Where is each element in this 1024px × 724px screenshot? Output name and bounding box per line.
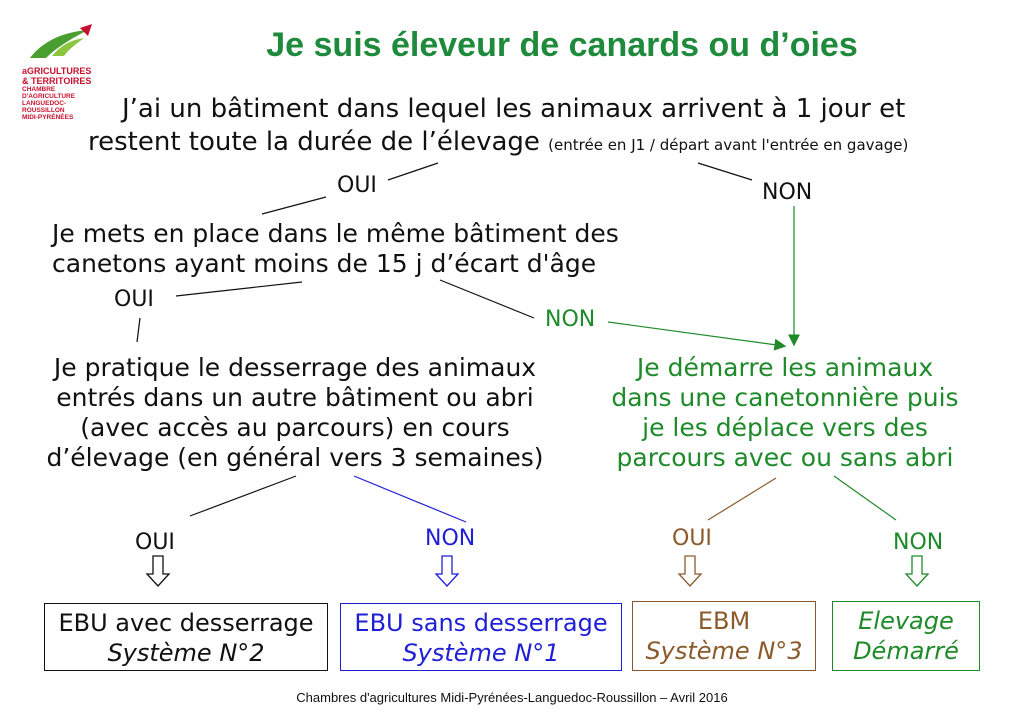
hollow-down-arrow-icon xyxy=(679,556,701,586)
q2-non-to-q4-arrow xyxy=(608,322,784,346)
q3-yes-label: OUI xyxy=(135,530,175,555)
logo-org-line2: LANGUEDOC-ROUSSILLON xyxy=(22,100,67,114)
hollow-down-arrow-icon xyxy=(147,556,169,586)
q3-line4: d’élevage (en général vers 3 semaines) xyxy=(46,443,544,472)
result-label: EBM xyxy=(697,607,751,635)
result-box-ebm xyxy=(632,601,816,671)
q2-no-label: NON xyxy=(545,307,596,332)
q4-line2: dans une canetonnière puis xyxy=(611,383,959,412)
result-system: Système N°1 xyxy=(402,639,560,667)
q1-to-oui-line xyxy=(388,163,438,180)
q1-line1: J’ai un bâtiment dans lequel les animaux arrivent à 1 jour et xyxy=(122,94,906,124)
q3-to-oui-line xyxy=(190,476,296,516)
q4-block xyxy=(600,353,970,473)
q4-to-oui-line xyxy=(708,478,776,520)
result-system: Système N°2 xyxy=(107,639,265,667)
q3-line3: (avec accès au parcours) en cours xyxy=(80,413,510,442)
result-system: Système N°3 xyxy=(645,637,803,665)
q2-to-oui-line xyxy=(176,282,302,296)
logo-org-line1: CHAMBRE D'AGRICULTURE xyxy=(22,86,76,100)
q2-line1: Je mets en place dans le même bâtiment des xyxy=(52,219,619,248)
q2-yes-label: OUI xyxy=(114,287,154,312)
result-box-ebu-avec-desserrage xyxy=(44,603,328,671)
result-system: Démarré xyxy=(853,637,959,665)
result-label: EBU avec desserrage xyxy=(58,609,314,637)
result-box-ebu-sans-desserrage xyxy=(340,603,622,671)
q1-line2: restent toute la durée de l’élevage xyxy=(88,127,540,157)
q4-line1: Je démarre les animaux xyxy=(636,353,934,382)
logo-org-line3: MIDI-PYRÉNÉES xyxy=(22,114,74,121)
q1-no-label: NON xyxy=(762,180,813,205)
q1-oui-to-q2-line xyxy=(262,197,326,214)
q4-to-non-line xyxy=(834,476,896,520)
q1-to-non-line xyxy=(698,163,752,180)
hollow-down-arrow-icon xyxy=(906,556,928,586)
q3-line1: Je pratique le desserrage des animaux xyxy=(53,353,537,382)
result-label: Elevage xyxy=(858,607,954,635)
q4-no-label: NON xyxy=(893,530,944,555)
page-title: Je suis éleveur de canards ou d’oies xyxy=(266,26,858,64)
q4-line3: je les déplace vers des xyxy=(642,413,928,442)
q3-line2: entrés dans un autre bâtiment ou abri xyxy=(56,383,534,412)
q2-line2: canetons ayant moins de 15 j d’écart d'âge xyxy=(52,249,597,278)
q3-no-label: NON xyxy=(425,526,476,551)
q2-oui-to-q3-line xyxy=(137,318,140,342)
result-box-elevage-demarre xyxy=(832,601,980,671)
logo-name-line2: & TERRITOIRES xyxy=(22,76,92,86)
result-label: EBU sans desserrage xyxy=(354,609,608,637)
footer-credit: Chambres d'agricultures Midi-Pyrénées-Languedoc-Roussillon – Avril 2016 xyxy=(296,690,728,705)
q1-note: (entrée en J1 / départ avant l'entrée en gavage) xyxy=(548,136,909,154)
q4-line4: parcours avec ou sans abri xyxy=(616,443,954,472)
hollow-down-arrow-icon xyxy=(436,556,458,586)
q3-block xyxy=(40,353,550,473)
q3-to-non-line xyxy=(354,476,466,522)
q1-yes-label: OUI xyxy=(337,173,377,198)
logo-name-line1: aGRICULTURES xyxy=(22,66,92,76)
q2-to-non-line xyxy=(440,280,534,318)
q4-yes-label: OUI xyxy=(672,526,712,551)
q1-line2-wrapper xyxy=(88,127,908,160)
